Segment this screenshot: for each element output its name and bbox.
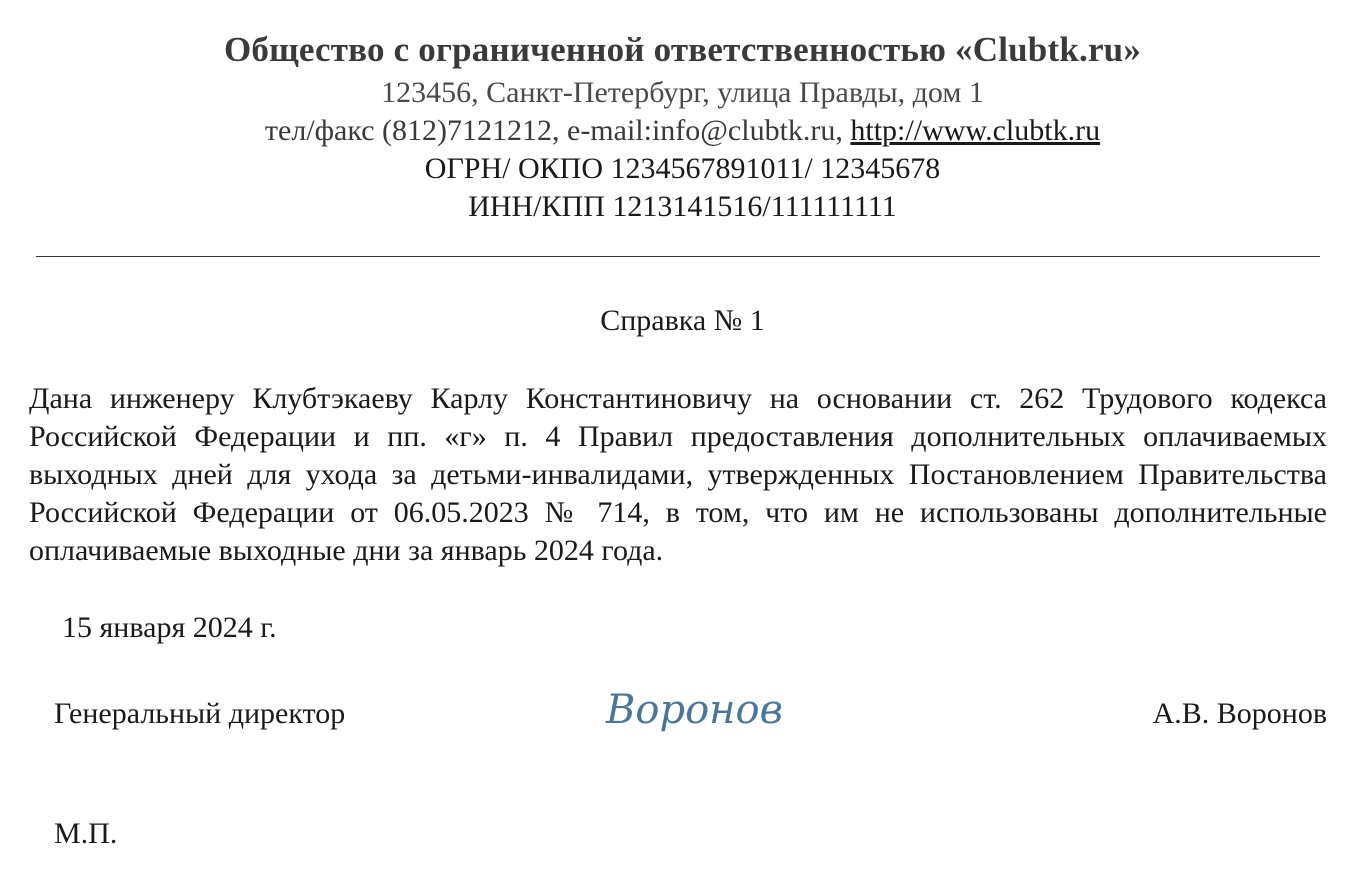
signer-position: Генеральный директор bbox=[54, 697, 346, 730]
document-body: Дана инженеру Клубтэкаеву Карлу Константиновичу на основании ст. 262 Трудового кодекса Российской Федерации и пп. «г» п. 4 Правил предоставления дополнительных оплачиваемых выходных дней для ухода за детьми-инвалидами, утвержденных Постановлением Правительства Российской Федерации от 06.05.2023 № 714, в том, что им не использованы дополнительные оплачиваемые выходные дни за январь 2024 года. bbox=[29, 382, 1327, 567]
stamp-place: М.П. bbox=[54, 817, 118, 850]
signer-name: А.В. Воронов bbox=[1152, 697, 1327, 730]
handwritten-signature: Воронов bbox=[606, 687, 783, 733]
letterhead-divider bbox=[36, 256, 1320, 257]
org-contacts bbox=[0, 112, 1365, 150]
website-link[interactable]: http://www.clubtk.ru bbox=[850, 114, 1101, 147]
org-ogrn-okpo: ОГРН/ ОКПО 1234567891011/ 12345678 bbox=[424, 152, 941, 185]
org-address: 123456, Санкт-Петербург, улица Правды, дом 1 bbox=[381, 76, 984, 109]
letterhead bbox=[0, 26, 1365, 226]
org-name: Общество с ограниченной ответственностью «Clubtk.ru» bbox=[223, 30, 1142, 69]
document-title: Справка № 1 bbox=[600, 304, 765, 337]
org-inn-kpp: ИНН/КПП 1213141516/111111111 bbox=[468, 190, 897, 223]
document-date: 15 января 2024 г. bbox=[62, 611, 277, 644]
contacts-phone-email: тел/факс (812)7121212, e-mail:info@clubtk.ru, bbox=[264, 114, 851, 147]
